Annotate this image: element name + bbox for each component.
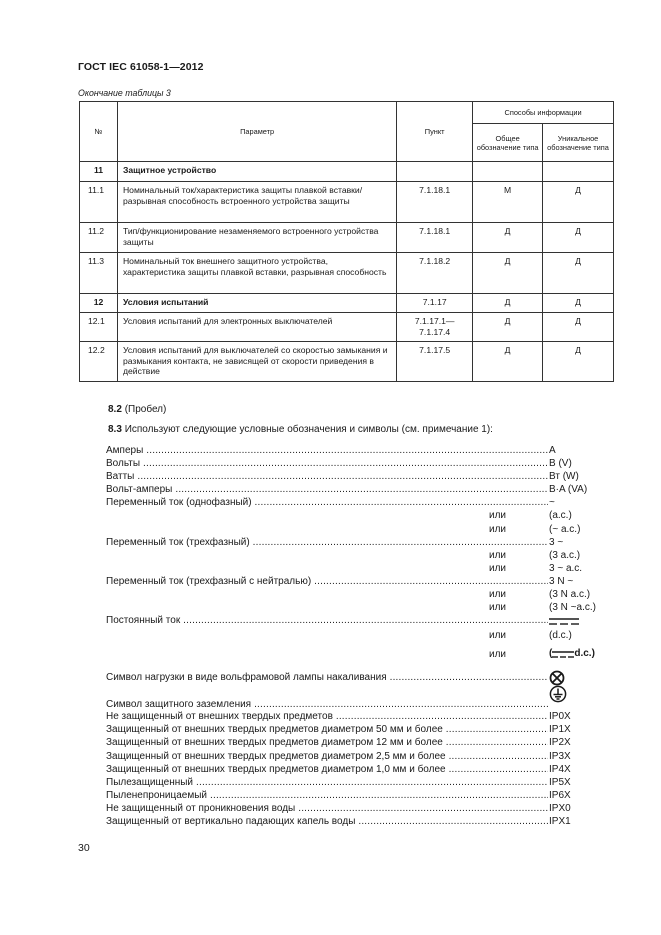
row-clause: 7.1.18.1 [397,182,473,223]
row-param: Защитное устройство [117,162,396,182]
symbol-label: Защищенный от вертикально падающих капель воды ..... [106,815,548,828]
row-general: М [473,182,543,223]
symbol-row [106,457,608,470]
row-unique [543,162,614,182]
row-param: Условия испытаний [117,294,396,313]
symbol-alt-value: (3 N ~a.c.) [549,602,596,614]
row-unique: Д [543,294,614,313]
symbol-label: Не защищенный от проникновения воды ..... [106,802,548,815]
symbol-value: 3 ~ [549,536,564,548]
paragraph-8-2 [108,404,166,415]
row-clause: 7.1.17 [397,294,473,313]
symbol-value: ~ [549,497,555,509]
symbol-row [106,470,608,483]
table-row [80,182,614,223]
symbol-alt-value: (a.c.) [549,510,572,522]
symbol-label: Ватты ..... [106,470,548,483]
or-label: или [489,649,507,661]
row-clause: 7.1.17.5 [397,342,473,382]
symbol-label: Символ защитного заземления ..... [106,690,548,720]
row-unique: Д [543,182,614,223]
row-clause: 7.1.17.1—7.1.17.4 [397,313,473,342]
symbol-row [106,750,608,763]
parameters-table [79,101,614,382]
symbol-row [106,496,608,509]
symbol-label: Защищенный от внешних твердых предметов диаметром 2,5 мм и более ..... [106,750,548,763]
symbol-row [106,815,608,828]
protective-earth-icon [549,685,567,703]
symbol-row [106,802,608,815]
or-label: или [489,602,507,614]
symbol-alt-row [106,509,608,522]
header-param: Параметр [117,102,396,162]
symbol-row [106,763,608,776]
row-general: Д [473,313,543,342]
symbol-row [106,690,608,710]
symbol-row [106,614,608,629]
row-num: 11 [80,162,118,182]
row-param: Тип/функционирование незаменяемого встроенного устройства защиты [117,223,396,253]
symbol-alt-row [106,562,608,575]
row-param: Номинальный ток внешнего защитного устройства, характеристика защиты плавкой вставки, разрывная способность [117,253,396,294]
symbol-row [106,666,608,690]
symbol-label: Переменный ток (трехфазный с нейтралью) ..... [106,575,548,588]
row-num: 12.1 [80,313,118,342]
header-general: Общее обозначение типа [473,124,543,162]
symbol-alt-row [106,588,608,601]
row-num: 11.1 [80,182,118,223]
header-clause: Пункт [397,102,473,162]
or-label: или [489,630,507,642]
symbol-alt-row [106,601,608,614]
row-general: Д [473,253,543,294]
symbol-row [106,710,608,723]
symbol-label: Защищенный от внешних твердых предметов диаметром 1,0 мм и более ..... [106,763,548,776]
symbol-value: B·A (VA) [549,484,588,496]
or-label: или [489,589,507,601]
symbol-label: Переменный ток (трехфазный) ..... [106,536,548,549]
paragraph-text: (Пробел) [124,404,167,415]
symbol-label: Амперы ..... [106,444,548,457]
document-header: ГОСТ IEC 61058-1—2012 [78,61,204,73]
or-label: или [489,549,507,561]
symbol-alt-value: (3 N a.c.) [549,589,591,601]
symbol-label: Не защищенный от внешних твердых предметов ..... [106,710,548,723]
symbol-alt-value: 3 ~ a.c. [549,562,583,574]
symbol-value [549,614,579,627]
symbol-value: IPX1 [549,815,571,827]
table-row [80,313,614,342]
row-clause: 7.1.18.1 [397,223,473,253]
symbol-value: IP0X [549,711,571,723]
symbol-alt-row [106,629,608,646]
symbol-label: Вольты ..... [106,457,548,470]
symbol-alt-value: (d.c.) [549,630,572,642]
symbol-label: Вольт-амперы ..... [106,483,548,496]
direct-current-icon [549,616,579,626]
symbol-alt-value: (~ a.c.) [549,523,581,535]
header-unique: Уникальное обозначение типа [543,124,614,162]
symbol-label: Переменный ток (однофазный) ..... [106,496,548,509]
symbol-label: Пылезащищенный ..... [106,776,548,789]
row-clause: 7.1.18.2 [397,253,473,294]
direct-current-icon [552,649,574,659]
row-unique: Д [543,253,614,294]
symbol-row [106,444,608,457]
table-row [80,294,614,313]
row-param: Условия испытаний для выключателей со скоростью замыкания и размыкания контакта, не зависящей от скорости приведения в действие [117,342,396,382]
table-row [80,253,614,294]
table-row [80,342,614,382]
row-general: Д [473,223,543,253]
symbol-value: IP2X [549,737,571,749]
or-label: или [489,510,507,522]
page-number: 30 [78,842,90,854]
symbol-alt-row [106,523,608,536]
or-label: или [489,523,507,535]
symbol-alt-value: ( d.c.) [549,648,595,660]
row-param: Номинальный ток/характеристика защиты плавкой вставки/разрывная способность встроенного устройства защиты [117,182,396,223]
symbol-label: Символ нагрузки в виде вольфрамовой лампы накаливания ..... [106,666,548,690]
symbol-row [106,536,608,549]
row-general [473,162,543,182]
symbol-label: Защищенный от внешних твердых предметов диаметром 50 мм и более ..... [106,723,548,736]
table-row [80,223,614,253]
row-param: Условия испытаний для электронных выключателей [117,313,396,342]
row-num: 12.2 [80,342,118,382]
symbol-row [106,776,608,789]
symbol-value: IP1X [549,724,571,736]
symbol-value: IP6X [549,789,571,801]
symbol-value: 3 N ~ [549,575,574,587]
paragraph-text: Используют следующие условные обозначения и символы (см. примечание 1): [124,424,493,435]
paragraph-8-3 [108,424,493,435]
symbol-value: IP3X [549,750,571,762]
row-general: Д [473,342,543,382]
or-label: или [489,562,507,574]
symbol-value: Вт (W) [549,471,579,483]
symbol-value: IPX0 [549,802,571,814]
row-general: Д [473,294,543,313]
header-num: № [80,102,118,162]
symbol-value: A [549,445,556,456]
symbol-value: B (V) [549,458,572,470]
symbol-value: IP5X [549,776,571,788]
symbol-alt-row [106,549,608,562]
row-num: 11.2 [80,223,118,253]
symbol-label: Пыленепроницаемый ..... [106,789,548,802]
symbol-label: Защищенный от внешних твердых предметов диаметром 12 мм и более ..... [106,736,548,749]
symbol-label: Постоянный ток ..... [106,614,548,627]
paragraph-number: 8.2 [108,404,122,415]
row-unique: Д [543,313,614,342]
incandescent-lamp-icon [549,670,565,686]
symbol-alt-row [106,646,608,666]
symbol-row [106,575,608,588]
symbol-value: IP4X [549,763,571,775]
paragraph-number: 8.3 [108,424,122,435]
symbol-row [106,789,608,802]
header-methods: Способы информации [473,102,614,124]
symbol-row [106,736,608,749]
row-unique: Д [543,223,614,253]
row-unique: Д [543,342,614,382]
table-caption: Окончание таблицы 3 [78,88,171,98]
row-num: 12 [80,294,118,313]
symbols-list [106,444,608,828]
row-num: 11.3 [80,253,118,294]
symbol-row [106,723,608,736]
symbol-row [106,483,608,496]
symbol-alt-value: (3 a.c.) [549,549,581,561]
table-row [80,162,614,182]
dc-text: d.c. [574,648,592,660]
row-clause [397,162,473,182]
